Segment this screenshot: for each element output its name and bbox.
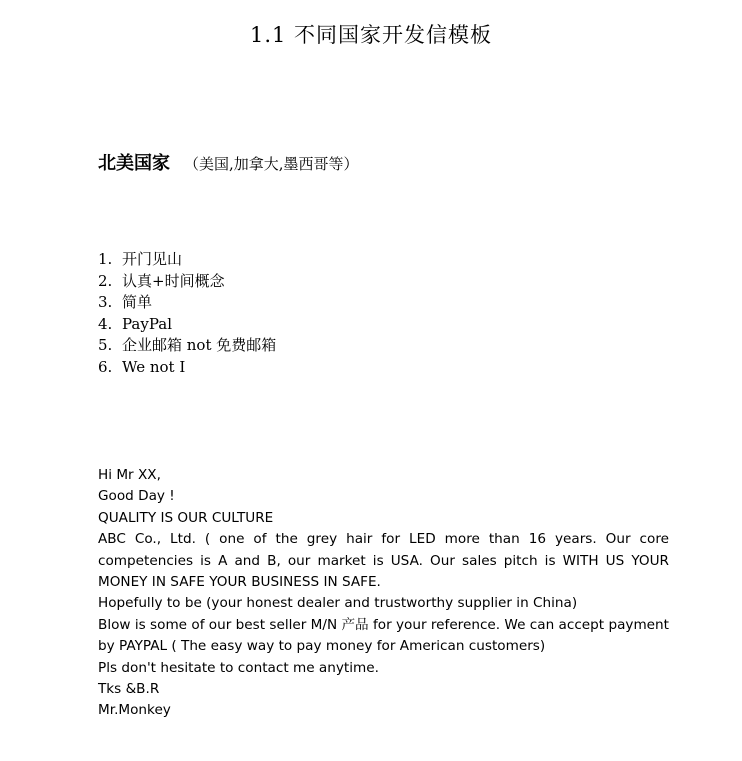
list-item	[98, 335, 276, 357]
list-item-text: 认真+时间概念	[122, 271, 225, 290]
section-heading	[98, 150, 359, 179]
list-item	[98, 292, 276, 314]
list-item-number: 3.	[98, 293, 113, 312]
list-item-number: 2.	[98, 271, 113, 290]
list-item-number: 1.	[98, 250, 113, 268]
list-item-text: 简单	[122, 293, 153, 312]
list-item	[98, 249, 276, 271]
letter-signature: Mr.Monkey	[98, 702, 171, 719]
list-item-number: 4.	[98, 314, 113, 333]
tips-list	[98, 249, 276, 379]
letter-template	[98, 465, 669, 722]
letter-slogan: QUALITY IS OUR CULTURE	[98, 509, 274, 526]
list-item	[98, 314, 276, 336]
list-item-text: 企业邮箱 not 免费邮箱	[122, 336, 277, 355]
list-item-text: 开门见山	[122, 250, 183, 268]
list-item	[98, 271, 276, 293]
list-item-number: 5.	[98, 336, 113, 355]
document-title: 1.1 不同国家开发信模板	[249, 23, 493, 47]
list-item-text: PayPal	[122, 314, 172, 333]
list-item-number: 6.	[98, 357, 113, 376]
letter-hope-line: Hopefully to be (your honest dealer and trustworthy supplier in China)	[98, 595, 578, 612]
list-item-text: We not I	[122, 357, 186, 376]
letter-closing: Tks &B.R	[98, 681, 160, 698]
letter-contact-line: Pls don't hesitate to contact me anytime.	[98, 659, 379, 676]
letter-intro-paragraph: ABC Co., Ltd. ( one of the grey hair for LED more than 16 years. Our core competencies is A and B, our market is USA. Our sales pitch is WITH US YOUR MONEY IN SAFE YOUR BUSINESS IN SAFE.	[98, 531, 669, 591]
letter-offer-paragraph: Blow is some of our best seller M/N 产品 for your reference. We can accept payment by PAYPAL ( The easy way to pay money for American customers)	[98, 616, 669, 655]
section-name: 北美国家	[98, 153, 170, 174]
letter-good-day: Good Day !	[98, 488, 175, 505]
letter-greeting: Hi Mr XX,	[98, 467, 161, 483]
section-subtitle: （美国,加拿大,墨西哥等）	[184, 155, 359, 173]
list-item	[98, 357, 276, 379]
